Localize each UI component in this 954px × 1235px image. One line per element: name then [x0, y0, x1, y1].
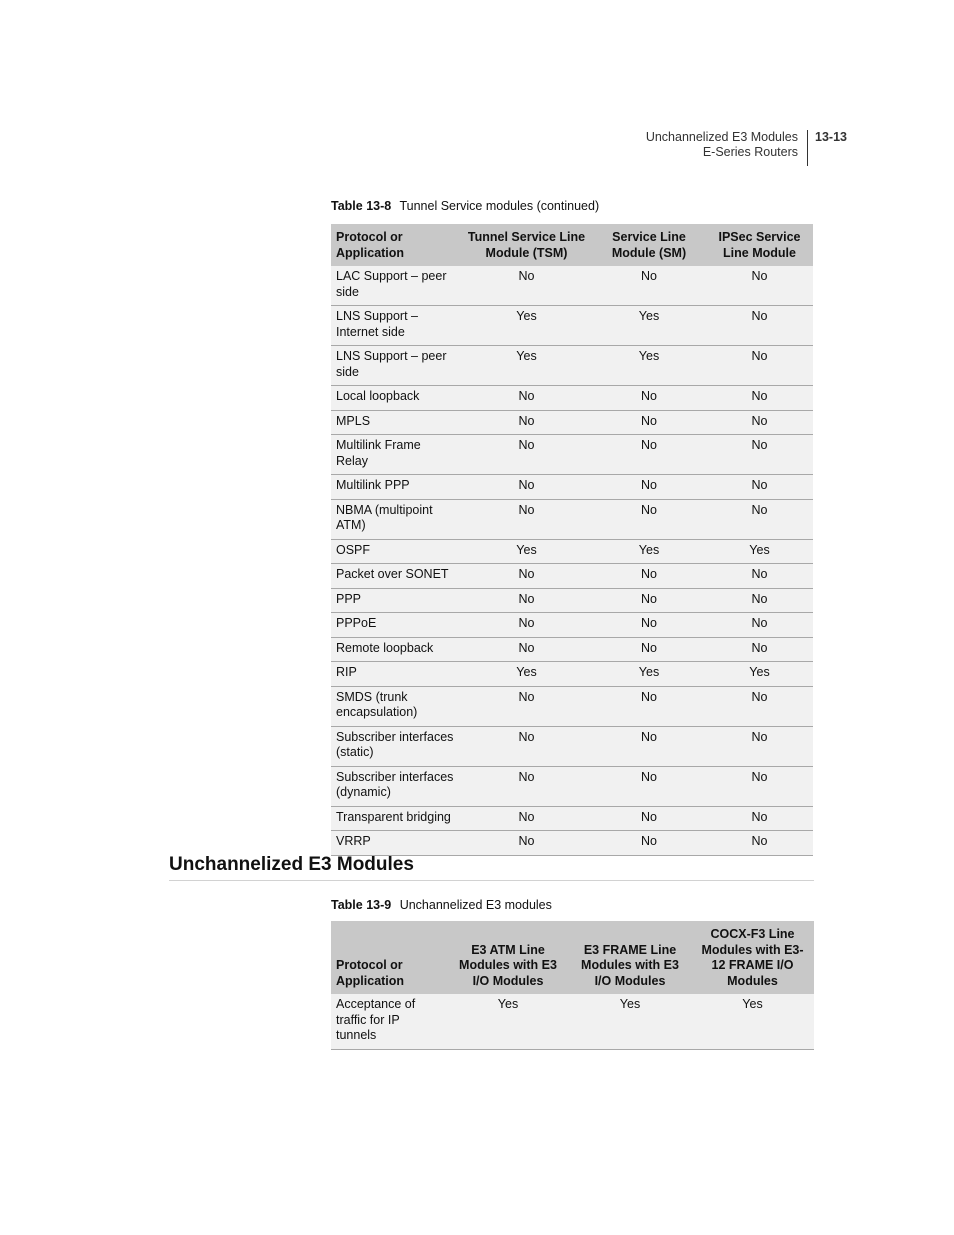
table-row	[331, 306, 813, 346]
value-cell: No	[592, 499, 706, 539]
value-cell: Yes	[592, 539, 706, 564]
header-divider	[807, 130, 808, 166]
table-row	[331, 435, 813, 475]
table-9-caption-number: Table 13-9	[331, 898, 392, 912]
row-label-cell: LAC Support – peer side	[331, 266, 461, 306]
value-cell: No	[461, 686, 592, 726]
value-cell: No	[461, 410, 592, 435]
value-cell: No	[461, 766, 592, 806]
table-header-row	[331, 224, 813, 266]
value-cell: No	[461, 613, 592, 638]
value-cell: No	[706, 726, 813, 766]
value-cell: No	[706, 410, 813, 435]
table-8-caption	[331, 199, 599, 213]
value-cell: No	[706, 588, 813, 613]
value-cell: No	[592, 613, 706, 638]
table-row	[331, 475, 813, 500]
value-cell: No	[592, 266, 706, 306]
value-cell: No	[461, 831, 592, 856]
chapter-title: Unchannelized E3 Modules	[645, 130, 798, 144]
row-label-cell: PPP	[331, 588, 461, 613]
row-label-cell: LNS Support – Internet side	[331, 306, 461, 346]
table-row	[331, 637, 813, 662]
value-cell: Yes	[592, 306, 706, 346]
value-cell: No	[592, 831, 706, 856]
value-cell: No	[706, 386, 813, 411]
row-label-cell: Acceptance of traffic for IP tunnels	[331, 994, 447, 1049]
table-row	[331, 410, 813, 435]
row-label-cell: Transparent bridging	[331, 806, 461, 831]
table-9-caption-text: Unchannelized E3 modules	[399, 898, 552, 912]
table-row	[331, 831, 813, 856]
value-cell: No	[592, 475, 706, 500]
row-label-cell: PPPoE	[331, 613, 461, 638]
running-header	[560, 130, 850, 166]
value-cell: Yes	[461, 306, 592, 346]
value-cell: No	[461, 386, 592, 411]
value-cell: Yes	[706, 662, 813, 687]
value-cell: Yes	[569, 994, 691, 1049]
value-cell: No	[461, 588, 592, 613]
value-cell: No	[592, 637, 706, 662]
row-label-cell: Multilink PPP	[331, 475, 461, 500]
row-label-cell: NBMA (multipoint ATM)	[331, 499, 461, 539]
value-cell: No	[706, 637, 813, 662]
value-cell: No	[706, 564, 813, 589]
value-cell: No	[592, 410, 706, 435]
row-label-cell: RIP	[331, 662, 461, 687]
value-cell: No	[592, 726, 706, 766]
running-header-titles	[646, 130, 798, 160]
value-cell: No	[461, 435, 592, 475]
value-cell: No	[706, 831, 813, 856]
table-header-row	[331, 921, 814, 994]
row-label-cell: VRRP	[331, 831, 461, 856]
value-cell: No	[706, 766, 813, 806]
value-cell: No	[592, 588, 706, 613]
table-row	[331, 766, 813, 806]
table-row	[331, 564, 813, 589]
value-cell: Yes	[592, 662, 706, 687]
table-row	[331, 726, 813, 766]
section-heading: Unchannelized E3 Modules	[169, 854, 414, 875]
value-cell: No	[592, 386, 706, 411]
book-title: E-Series Routers	[702, 145, 798, 159]
table-8-caption-number: Table 13-8	[331, 199, 392, 213]
value-cell: No	[592, 435, 706, 475]
value-cell: No	[461, 499, 592, 539]
unchannelized-e3-modules-table	[331, 921, 814, 1050]
value-cell: No	[592, 564, 706, 589]
value-cell: No	[706, 435, 813, 475]
row-label-cell: SMDS (trunk encapsulation)	[331, 686, 461, 726]
table-row	[331, 499, 813, 539]
row-label-cell: Subscriber interfaces (dynamic)	[331, 766, 461, 806]
section-divider	[169, 880, 814, 881]
row-label-cell: Multilink Frame Relay	[331, 435, 461, 475]
value-cell: Yes	[592, 346, 706, 386]
table-row	[331, 806, 813, 831]
row-label-cell: MPLS	[331, 410, 461, 435]
column-header: COCX-F3 Line Modules with E3-12 FRAME I/O Modules	[691, 921, 814, 994]
value-cell: No	[461, 564, 592, 589]
value-cell: No	[461, 637, 592, 662]
table-8-caption-text: Tunnel Service modules (continued)	[399, 199, 600, 213]
table-row	[331, 613, 813, 638]
value-cell: No	[592, 806, 706, 831]
table-row	[331, 662, 813, 687]
value-cell: No	[706, 806, 813, 831]
table-row	[331, 346, 813, 386]
value-cell: No	[706, 686, 813, 726]
table-row	[331, 994, 814, 1049]
value-cell: No	[706, 266, 813, 306]
value-cell: No	[706, 475, 813, 500]
row-label-cell: LNS Support – peer side	[331, 346, 461, 386]
row-label-cell: OSPF	[331, 539, 461, 564]
value-cell: Yes	[691, 994, 814, 1049]
table-row	[331, 588, 813, 613]
table-row	[331, 539, 813, 564]
row-label-cell: Packet over SONET	[331, 564, 461, 589]
table-row	[331, 686, 813, 726]
row-label-cell: Subscriber interfaces (static)	[331, 726, 461, 766]
value-cell: No	[461, 266, 592, 306]
value-cell: No	[592, 766, 706, 806]
column-header: Tunnel Service Line Module (TSM)	[461, 224, 592, 266]
value-cell: No	[461, 726, 592, 766]
page-number: 13-13	[815, 130, 847, 144]
value-cell: No	[461, 475, 592, 500]
value-cell: Yes	[706, 539, 813, 564]
value-cell: Yes	[461, 346, 592, 386]
value-cell: No	[592, 686, 706, 726]
table-9-caption	[331, 898, 552, 912]
column-header: IPSec Service Line Module	[706, 224, 813, 266]
tunnel-service-modules-table	[331, 224, 813, 856]
column-header: Service Line Module (SM)	[592, 224, 706, 266]
table-row	[331, 386, 813, 411]
value-cell: No	[706, 346, 813, 386]
column-header: E3 ATM Line Modules with E3 I/O Modules	[447, 921, 569, 994]
row-label-cell: Remote loopback	[331, 637, 461, 662]
value-cell: Yes	[447, 994, 569, 1049]
value-cell: No	[706, 306, 813, 346]
column-header: Protocol or Application	[331, 224, 461, 266]
table-row	[331, 266, 813, 306]
column-header: Protocol or Application	[331, 921, 447, 994]
value-cell: No	[706, 613, 813, 638]
value-cell: No	[706, 499, 813, 539]
value-cell: Yes	[461, 662, 592, 687]
value-cell: Yes	[461, 539, 592, 564]
column-header: E3 FRAME Line Modules with E3 I/O Modules	[569, 921, 691, 994]
value-cell: No	[461, 806, 592, 831]
row-label-cell: Local loopback	[331, 386, 461, 411]
